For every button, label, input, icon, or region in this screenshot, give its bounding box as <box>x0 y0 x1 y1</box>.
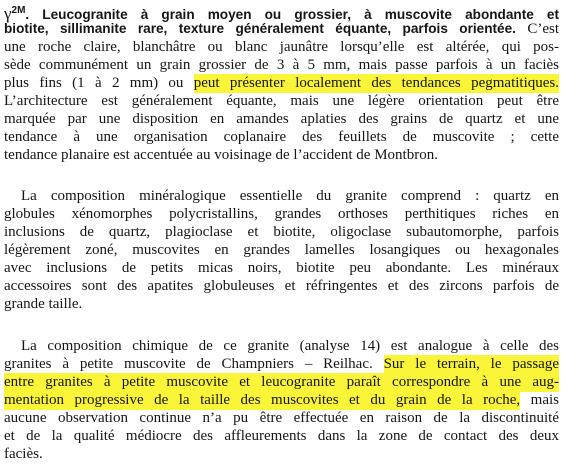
text-line: avec inclusions de petits micas noirs, biotite peu abondante. Les minéraux <box>4 260 559 276</box>
text-line: aucune observation continue n’a pu être effectuée en raison de la discontinuité <box>4 410 559 426</box>
text-line: légèrement zoné, muscovites en grandes lamelles losangiques ou hexagonales <box>4 242 559 258</box>
text-line: tendance à une organisation coplanaire des feuillets de muscovite ; cette <box>4 129 559 145</box>
text-line: et de la qualité médiocre des affleurements dans la zone de contact des deux <box>4 428 559 444</box>
text-line: grande taille. <box>4 296 83 312</box>
text-line: tendance planaire est accentuée au voisinage de l’accident de Montbron. <box>4 147 438 163</box>
formation-heading: biotite, sillimanite rare, texture généralement équante, parfois orientée. <box>4 21 516 36</box>
text-line: La composition minéralogique essentielle du granite comprend : quartz en <box>21 188 559 204</box>
body-text: plus fins (1 à 2 mm) ou <box>4 75 194 91</box>
formation-code: $\gamma^{2M}$ <box>4 4 26 23</box>
body-text: granites à petite muscovite de Champniers – Reilhac. <box>4 356 384 372</box>
body-text: mais <box>520 392 559 408</box>
text-line: La composition chimique de ce granite (analyse 14) est analogue à celle des <box>21 338 559 354</box>
text-line <box>4 355 559 373</box>
highlighted-text: peut présenter localement des tendances pegmatitiques. <box>193 75 559 91</box>
text-line: accessoires sont des apatites globuleuses et réfringentes et des zircons parfois de <box>4 278 559 294</box>
body-text: C’est <box>515 21 559 37</box>
text-line: inclusions de quartz, plagioclase et biotite, oligoclase subautomorphe, parfois <box>4 224 559 240</box>
text-line <box>4 391 559 409</box>
text-line: globules xénomorphes polycristallins, grandes orthoses perthitiques riches en <box>4 206 559 222</box>
text-line: une roche claire, blanchâtre ou blanc jaunâtre lorsqu’elle est altérée, qui pos- <box>4 39 559 55</box>
text-line <box>4 2 559 23</box>
text-line: marquée par une disposition en amandes aplaties des grains de quartz et une <box>4 111 559 127</box>
text-line: faciès. <box>4 446 43 462</box>
text-line: sède communément un grain grossier de 3 à 5 mm, mais passe parfois à un faciès <box>4 57 559 73</box>
text-line <box>4 373 559 391</box>
text-line <box>4 74 559 92</box>
highlighted-text: Sur le terrain, le passage <box>383 356 560 372</box>
text-line: L’architecture est généralement équante, mais une légère orientation peut être <box>4 93 559 109</box>
text-line <box>4 20 559 38</box>
highlighted-text: mentation progressive de la taille des muscovites et du grain de la roche, <box>4 392 521 408</box>
highlighted-text: entre granites à petite muscovite et leucogranite paraît correspondre à une aug- <box>4 374 559 390</box>
formation-heading: . Leucogranite à grain moyen ou grossier, à muscovite abondante et <box>25 7 559 22</box>
